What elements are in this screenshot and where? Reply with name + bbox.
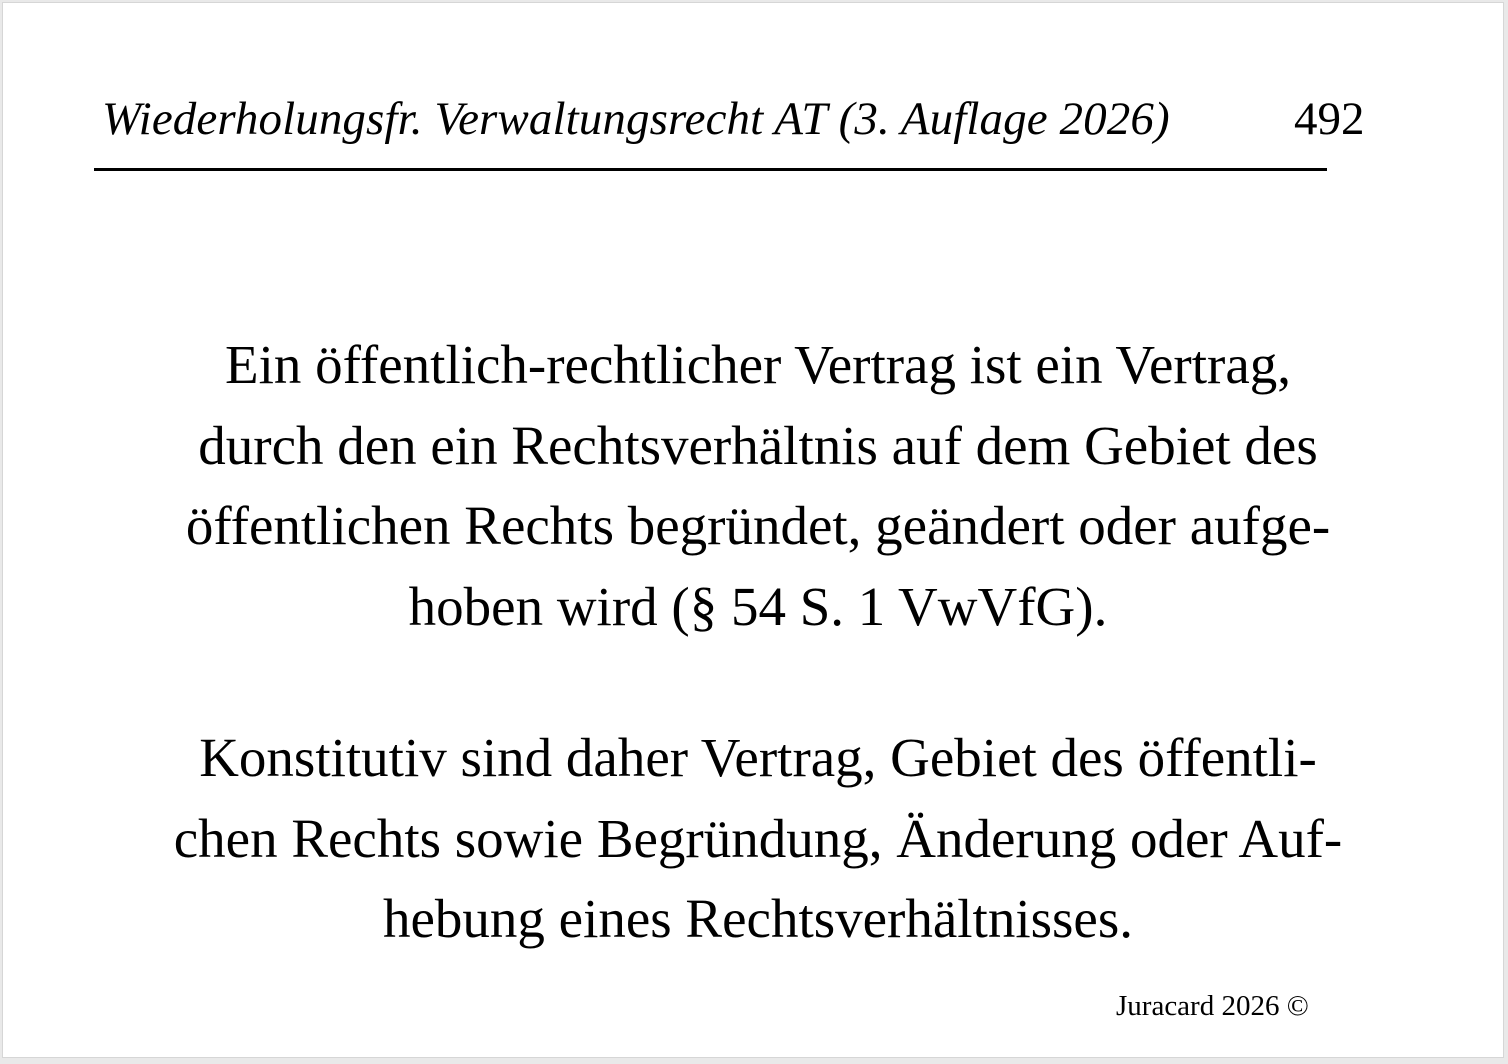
text-line: Konstitutiv sind daher Vertrag, Gebiet des öffentli- <box>199 727 1317 788</box>
text-line: hoben wird (§ 54 S. 1 VwVfG). <box>408 575 1108 637</box>
header-title: Wiederholungsfr. Verwaltungsrecht AT (3. Auflage 2026) <box>102 93 1170 145</box>
definition-paragraph <box>63 325 1453 647</box>
header-divider <box>94 168 1327 171</box>
flashcard <box>2 2 1504 1058</box>
text-line: öffentlichen Rechts begründet, geändert oder aufge- <box>185 495 1331 556</box>
text-line: Ein öffentlich-rechtlicher Vertrag ist ein Vertrag, <box>224 334 1291 395</box>
page-number: 492 <box>1294 93 1365 145</box>
text-line: hebung eines Rechtsverhältnisses. <box>383 888 1133 949</box>
elements-paragraph <box>63 718 1453 960</box>
text-line: durch den ein Rechtsverhältnis auf dem Gebiet des <box>198 414 1318 476</box>
copyright-notice: Juracard 2026 © <box>1116 990 1309 1022</box>
text-line: chen Rechts sowie Begründung, Änderung oder Auf- <box>173 807 1343 869</box>
